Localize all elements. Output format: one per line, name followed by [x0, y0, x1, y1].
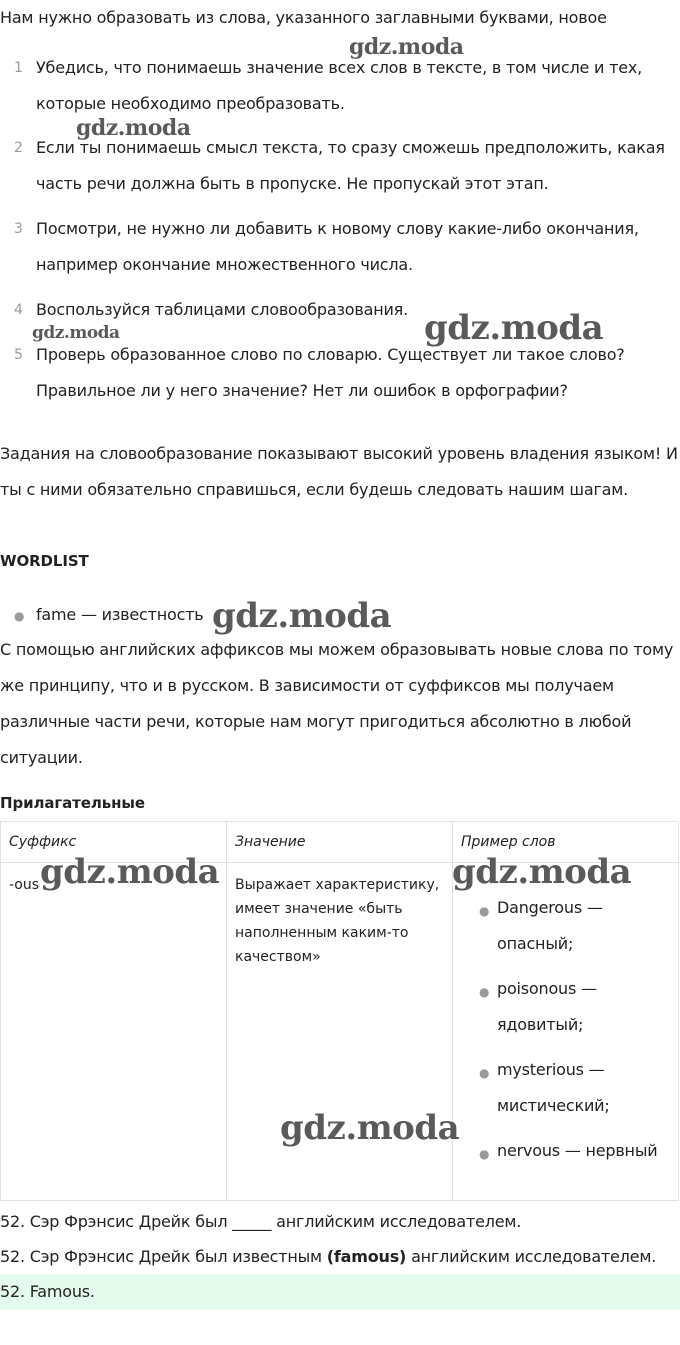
- example-item: mysterious — мистический;: [497, 1060, 610, 1115]
- affix-paragraph: С помощью английских аффиксов мы можем образовывать новые слова по тому же принципу, что и в русском. В зависимости от суффиксов мы получаем различные части речи, которые нам могут пригодиться абсолютно в любой ситуации.: [0, 640, 674, 767]
- step-3: [0, 211, 680, 285]
- conclusion-text: Задания на словообразование показывают высокий уровень владения языком! И ты с ними обязательно справишься, если будешь следовать нашим шагам.: [0, 444, 678, 499]
- bullet-icon: ●: [14, 609, 25, 623]
- header-examples: Пример слов: [461, 834, 556, 850]
- step-text: Убедись, что понимаешь значение всех слов в тексте, в том числе и тех, которые необходимо преобразовать.: [36, 58, 643, 113]
- step-text: Если ты понимаешь смысл текста, то сразу сможешь предположить, какая часть речи должна быть в пропуске. Не пропускай этот этап.: [36, 138, 665, 193]
- watermark: gdz.moda: [40, 852, 220, 892]
- bullet-icon: ●: [479, 985, 490, 999]
- wordlist-item: fame — известность: [36, 605, 204, 624]
- intro-text: Нам нужно образовать из слова, указанного заглавными буквами, новое: [0, 8, 607, 27]
- step-number: 3: [14, 221, 23, 237]
- step-number: 4: [14, 302, 23, 318]
- step-number: 2: [14, 140, 23, 156]
- step-text: Посмотри, не нужно ли добавить к новому слову какие-либо окончания, например окончание множественного числа.: [36, 219, 639, 274]
- watermark: gdz.moda: [424, 308, 604, 348]
- answer-box: [0, 1274, 680, 1310]
- example-item: nervous — нервный: [497, 1141, 658, 1160]
- cell-suffix: -ous: [9, 877, 40, 893]
- table-divider: [226, 822, 227, 1200]
- bullet-icon: ●: [479, 1066, 490, 1080]
- adjectives-heading: Прилагательные: [0, 794, 145, 812]
- bullet-icon: ●: [479, 904, 490, 918]
- step-5: [0, 337, 680, 411]
- filled-suffix: английским исследователем.: [411, 1247, 657, 1266]
- step-number: 1: [14, 60, 23, 76]
- header-meaning: Значение: [235, 834, 306, 850]
- watermark: gdz.moda: [76, 115, 191, 141]
- example-item: poisonous — ядовитый;: [497, 979, 597, 1034]
- cell-meaning: Выражает характеристику, имеет значение «быть наполненным каким-то качеством»: [235, 877, 440, 965]
- answer-text: 52. Famous.: [0, 1282, 95, 1301]
- exercise-question: 52. Сэр Фрэнсис Дрейк был _____ английским исследователем.: [0, 1212, 522, 1231]
- bullet-icon: ●: [479, 1147, 490, 1161]
- filled-word: (famous): [326, 1247, 407, 1266]
- watermark: gdz.moda: [452, 852, 632, 892]
- wordlist-heading: WORDLIST: [0, 552, 89, 570]
- watermark: gdz.moda: [32, 323, 120, 343]
- step-number: 5: [14, 347, 23, 363]
- filled-prefix: 52. Сэр Фрэнсис Дрейк был известным: [0, 1247, 322, 1266]
- watermark: gdz.moda: [280, 1108, 460, 1148]
- exercise-filled: [0, 1247, 680, 1266]
- example-item: Dangerous — опасный;: [497, 898, 603, 953]
- step-1: [0, 50, 680, 124]
- watermark: gdz.moda: [349, 34, 464, 60]
- header-suffix: Суффикс: [9, 834, 77, 850]
- watermark: gdz.moda: [212, 596, 392, 636]
- step-2: [0, 130, 680, 204]
- step-text: Воспользуйся таблицами словообразования.: [36, 300, 408, 319]
- step-text: Проверь образованное слово по словарю. Существует ли такое слово? Правильное ли у него значение? Нет ли ошибок в орфографии?: [36, 345, 625, 400]
